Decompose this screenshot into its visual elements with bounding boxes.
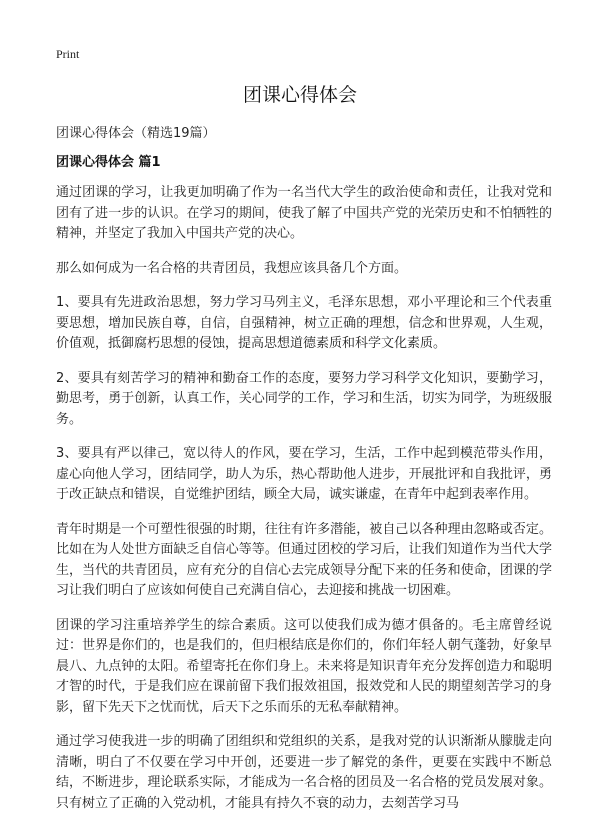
paragraph-1: 通过团课的学习，让我更加明确了作为一名当代大学生的政治使命和责任，让我对党和团有了进一步的认识。在学习的期间，使我了解了中国共产党的光荣历史和不怕牺牲的精神，并坚定了我加入中国共产党的决心。 — [56, 185, 552, 241]
print-link[interactable]: Print — [56, 47, 80, 61]
paragraph-7: 团课的学习注重培养学生的综合素质。这可以使我们成为德才俱备的。毛主席曾经说过：世界是你们的，也是我们的，但归根结底是你们的，你们年轻人朝气蓬勃，好象早晨八、九点钟的太阳。希望寄托在你们身上。未来将是知识青年充分发挥创造力和聪明才智的时代，于是我们应在课前留下我们报效祖国，报效党和人民的期望刻苦学习的身影，留下先天下之忧而忧，后天下之乐而乐的无私奉献精神。 — [56, 617, 552, 715]
document-body — [56, 183, 552, 828]
paragraph-3: 1、要具有先进政治思想，努力学习马列主义，毛泽东思想，邓小平理论和三个代表重要思想，增加民族自尊，自信，自强精神，树立正确的理想，信念和世界观，人生观，价值观，抵御腐朽思想的侵蚀，提高思想道德素质和科学文化素质。 — [56, 295, 552, 351]
paragraph-2: 那么如何成为一名合格的共青团员，我想应该具备几个方面。 — [56, 260, 408, 276]
paragraph-8: 通过学习使我进一步的明确了团组织和党组织的关系，是我对党的认识渐渐从朦胧走向清晰，明白了不仅要在学习中开创，还要进一步了解党的条件，更要在实践中不断总结，不断进步，理论联系实际，才能成为一名合格的团员及一名合格的党员发展对象。只有树立了正确的入党动机，才能具有持久不衰的动力，去刻苦学习马 — [56, 734, 552, 811]
paragraph-6: 青年时期是一个可塑性很强的时期，往往有许多潜能，被自己以各种理由忽略或否定。比如在为人处世方面缺乏自信心等等。但通过团校的学习后，让我们知道作为当代大学生，当代的共青团员，应有充分的自信心去完成领导分配下来的任务和使命，团课的学习让我们明白了应该如何使自己充满自信心，去迎接和挑战一切困难。 — [56, 521, 552, 598]
section-heading: 团课心得体会 篇1 — [56, 155, 161, 170]
paragraph-5: 3、要具有严以律己，宽以待人的作风，要在学习，生活，工作中起到模范带头作用，虚心向他人学习，团结同学，助人为乐，热心帮助他人进步，开展批评和自我批评，勇于改正缺点和错误，自觉维护团结，顾全大局，诚实谦虚，在青年中起到表率作用。 — [56, 446, 552, 502]
document-title: 团课心得体会 — [242, 84, 357, 106]
paragraph-4: 2、要具有刻苦学习的精神和勤奋工作的态度，要努力学习科学文化知识，要勤学习，勤思考，勇于创新，认真工作，关心同学的工作，学习和生活，切实为同学，为班级服务。 — [56, 370, 552, 427]
document-subtitle: 团课心得体会（精选19篇） — [56, 126, 216, 141]
